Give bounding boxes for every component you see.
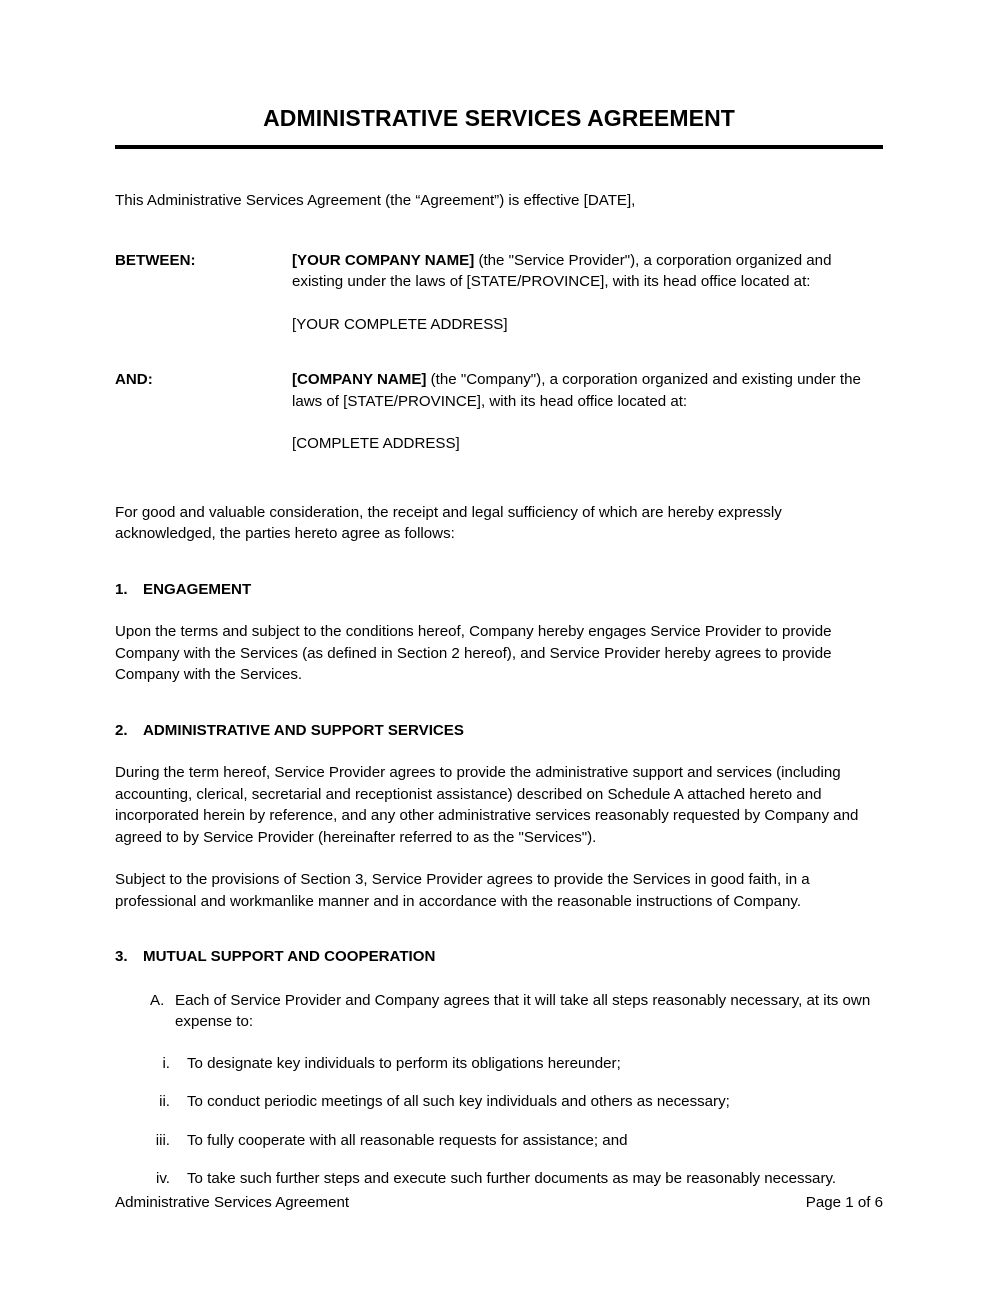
section-title-3: MUTUAL SUPPORT AND COOPERATION — [143, 948, 436, 965]
list-item — [115, 990, 883, 1033]
section-paragraph: Upon the terms and subject to the conditions hereof, Company hereby engages Service Provider to provide Company with the Services (as defined in Section 2 hereof), and Service Provider hereby agrees to provide Company with the Services. — [115, 623, 832, 683]
party-label-between: BETWEEN: — [115, 251, 196, 269]
alpha-marker: A. — [150, 991, 165, 1009]
party-description-and — [292, 369, 883, 412]
party-row-and — [115, 369, 883, 455]
section-mutual-support-cooperation — [115, 946, 883, 1190]
roman-text: To take such further steps and execute such further documents as may be reasonably necessary. — [187, 1170, 837, 1187]
consideration-paragraph: For good and valuable consideration, the receipt and legal sufficiency of which are hereby expressly acknowledged, the parties hereto agree as follows: — [115, 503, 782, 542]
page-footer — [115, 1192, 883, 1214]
party-label-and: AND: — [115, 371, 153, 388]
section-number-1: 1. — [115, 580, 128, 598]
party-name-and: [COMPANY NAME] — [292, 371, 427, 388]
party-description-between — [292, 250, 883, 293]
roman-marker: iv. — [156, 1170, 170, 1187]
list-item — [115, 1091, 883, 1113]
party-description-text-between: (the "Service Provider"), a corporation organized and existing under the laws of [STATE/PROVINCE], with its head office located at: — [292, 251, 832, 290]
roman-text: To designate key individuals to perform its obligations hereunder; — [187, 1054, 621, 1072]
roman-marker: i. — [162, 1054, 170, 1072]
roman-marker: iii. — [155, 1131, 170, 1149]
section-heading-2 — [115, 720, 883, 742]
roman-text: To fully cooperate with all reasonable requests for assistance; and — [187, 1131, 628, 1149]
parties-block — [115, 250, 883, 455]
list-item — [115, 1168, 883, 1190]
party-body-and — [292, 369, 883, 455]
section-title-2: ADMINISTRATIVE AND SUPPORT SERVICES — [143, 721, 464, 739]
section-paragraph: Subject to the provisions of Section 3, Service Provider agrees to provide the Services in good faith, in a professional and workmanlike manner and in accordance with the reasonable instructions of Company. — [115, 871, 810, 910]
title-divider — [115, 145, 883, 149]
intro-paragraph: This Administrative Services Agreement (the “Agreement”) is effective [DATE], — [115, 192, 636, 209]
page-title: ADMINISTRATIVE SERVICES AGREEMENT — [263, 105, 735, 131]
party-name-between: [YOUR COMPANY NAME] — [292, 251, 475, 269]
party-body-between — [292, 250, 883, 336]
section-number-2: 2. — [115, 721, 128, 739]
document-content — [115, 104, 883, 1190]
section-heading-3 — [115, 946, 883, 968]
section-paragraph: During the term hereof, Service Provider agrees to provide the administrative support and services (including accounting, clerical, secretarial and receptionist assistance) described on Schedule A attached hereto and incorporated herein by reference, and any other administrative services reasonably requested by Company and agreed to by Service Provider (hereinafter referred to as the "Services"). — [115, 764, 859, 846]
alpha-list — [115, 990, 883, 1190]
section-body-2 — [115, 762, 883, 912]
party-address-between: [YOUR COMPLETE ADDRESS] — [292, 315, 508, 333]
party-address-and: [COMPLETE ADDRESS] — [292, 435, 460, 452]
section-engagement — [115, 579, 883, 686]
list-item — [115, 1053, 883, 1075]
section-body-1 — [115, 621, 883, 686]
section-administrative-support-services — [115, 720, 883, 913]
roman-list — [115, 1053, 883, 1190]
section-title-1: ENGAGEMENT — [143, 580, 252, 598]
footer-page-number: Page 1 of 6 — [805, 1194, 883, 1211]
roman-text: To conduct periodic meetings of all such key individuals and others as necessary; — [187, 1093, 730, 1110]
party-description-text-and: (the "Company"), a corporation organized and existing under the laws of [STATE/PROVINCE], with its head office located at: — [292, 371, 861, 410]
section-heading-1 — [115, 579, 883, 601]
section-number-3: 3. — [115, 948, 128, 965]
party-row-between — [115, 250, 883, 336]
alpha-text: Each of Service Provider and Company agrees that it will take all steps reasonably necessary, at its own expense to: — [175, 991, 871, 1030]
list-item — [115, 1130, 883, 1152]
footer-document-title: Administrative Services Agreement — [115, 1194, 350, 1211]
roman-marker: ii. — [159, 1093, 170, 1110]
